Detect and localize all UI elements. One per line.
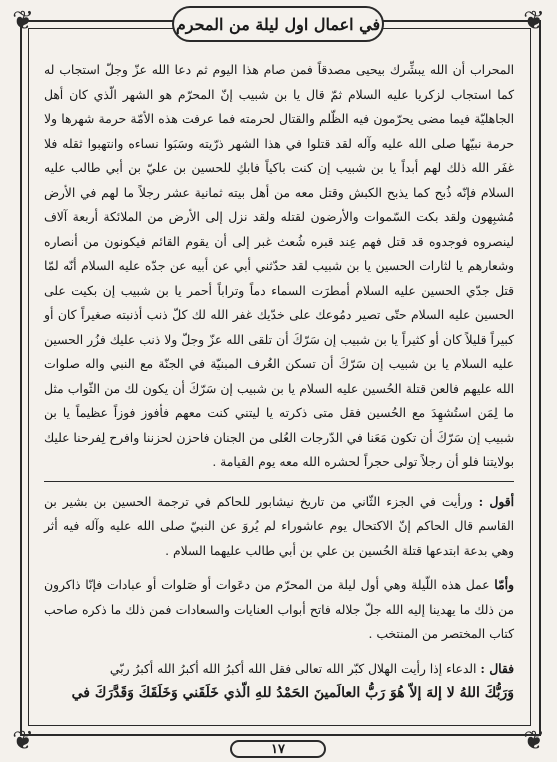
spacer — [44, 647, 514, 657]
note-lead: أقول : — [478, 493, 514, 509]
note-text: ورأيت في الجزء الثّاني من تاريخ نيشابور للحاكم في ترجمة الحسين بن بشير بن القاسم قال الحاكم إنّ الاكتحال يوم عاشوراء لم يُروَ عن النبيّ صلى الله عليه وآله فيه أثر وهي بدعة ابتدعها قتلة الحُسين بن علي بن أبي طالب عليهما السلام . — [44, 494, 514, 558]
page-title: في اعمال اول ليلة من المحرم — [175, 14, 381, 34]
dua-line: وَرَبُّكَ اللهُ لا إلهَ إلاّ هُوَ رَبُّ العالَمينَ الحَمْدُ للهِ الّذي خَلَقَني وَخَلَقَكَ وَقَدَّرَكَ في — [71, 685, 514, 701]
corner-ornament-icon: ❦ — [12, 6, 34, 36]
works-paragraph — [44, 573, 514, 647]
works-lead: وأمّا — [494, 577, 514, 592]
dua-lead: فقال : — [480, 660, 514, 676]
note-paragraph — [44, 490, 514, 564]
body-paragraph: المحراب أن الله يبشِّرك بيحيى مصدقاً فمن صام هذا اليوم ثم دعا الله عزّ وجلّ استجاب له كما استجاب لزكريا عليه السلام ثمّ قال يا بن شبيب إنّ المحرّم هو الشهر الّذي كان أهل الجاهليّة فيما مضى يحرّمون فيه الظّلم والقتال لحرمته فما عرفت هذه الأمّة حرمة شهرها ولا حرمة نبيّها صلى الله عليه وآله لقد قتلوا في هذا الشهر ذرّيته وسَبَوا نساءه وانتهبوا ثقله فلا غفَر الله ذلك لهم أبداً يا بن شبيب إن كنت باكياً فابكِ للحسين بن عليّ بن أبي طالب عليه السلام فإنّه ذُبح كما يذبح الكبش وقتل معه من أهل بيته ثمانية عشر رجلاً ما لهم في الأرض مُشبِهون ولقد بكت السّموات والأرضون لقتله ولقد نزل إلى الأرض من الملائكة أربعة آلاف لينصروه فوجدوه قد قتل فهم عِند قبره شُعث غبر إلى أن يقوم القائم فيكونون من أنصاره وشعارهم يا لثارات الحسين يا بن شبيب لقد حدّثني أبي عن أبيه عن جدّه عليه السلام أنّه لمّا قتل جدّي الحسين عليه السلام أمطرَت السماء دماً وتراباً أحمر يا بن شبيب إن بكيت على الحسين عليه السلام حتّى تصير دمُوعك على خدّيك غفر الله لك كلّ ذنب أذنبته صغيراً كان أو كبيراً قليلاً كان أو كثيراً يا بن شبيب إن سَرّكَ أن تلقى الله عزّ وجلّ ولا ذنب عليك فزُر الحسين عليه السلام يا بن شبيب إن سَرّكَ أن تسكن الغُرف المبنيّة في الجنّة مع النبي واله صلوات الله عليهم فالعن قتلة الحُسين عليه السلام يا بن شبيب إن سَرّكَ أن يكون لك من الثّواب مثل ما لِمَن استُشهِدَ مع الحُسين فقل متى ذكرته يا ليتني كنت معهم فأفوز فوزاً عظيماً يا بن شبيب إن سَرّكَ أن تكون مَعَنا في الدّرجات العُلى من الجنان فاحزن لحزننا وافرح لِفرحنا عليك بولايتنا فلو أن رجلاً تولى حجراً لحشره الله معه يوم القيامة . — [44, 63, 514, 469]
spacer — [44, 563, 514, 573]
corner-ornament-icon: ❦ — [523, 726, 545, 756]
page-number: ١٧ — [271, 741, 285, 757]
section-divider — [44, 481, 514, 482]
page-content — [44, 58, 514, 706]
dua-intro — [44, 657, 514, 682]
works-text: عمل هذه اللّيلة وهي أول ليلة من المحرّم من دعَوات أو صَلوات أو عبادات فإنّا ذاكرون من ذلك ما يهدينا إليه الله جلّ جلاله فاتح أبواب العنايات والسعادات فمن ذلك ما ذكره صاحب كتاب المختصر من المنتخب . — [44, 578, 514, 641]
corner-ornament-icon: ❦ — [12, 726, 34, 756]
corner-ornament-icon: ❦ — [523, 6, 545, 36]
dua-intro-text: الدعاء إذا رأيت الهلال كبّر الله تعالى فقل الله أكبرُ الله أكبرُ الله أكبرُ ربّي — [109, 661, 477, 676]
header-plate — [172, 6, 384, 42]
page-number-plate — [230, 740, 326, 758]
